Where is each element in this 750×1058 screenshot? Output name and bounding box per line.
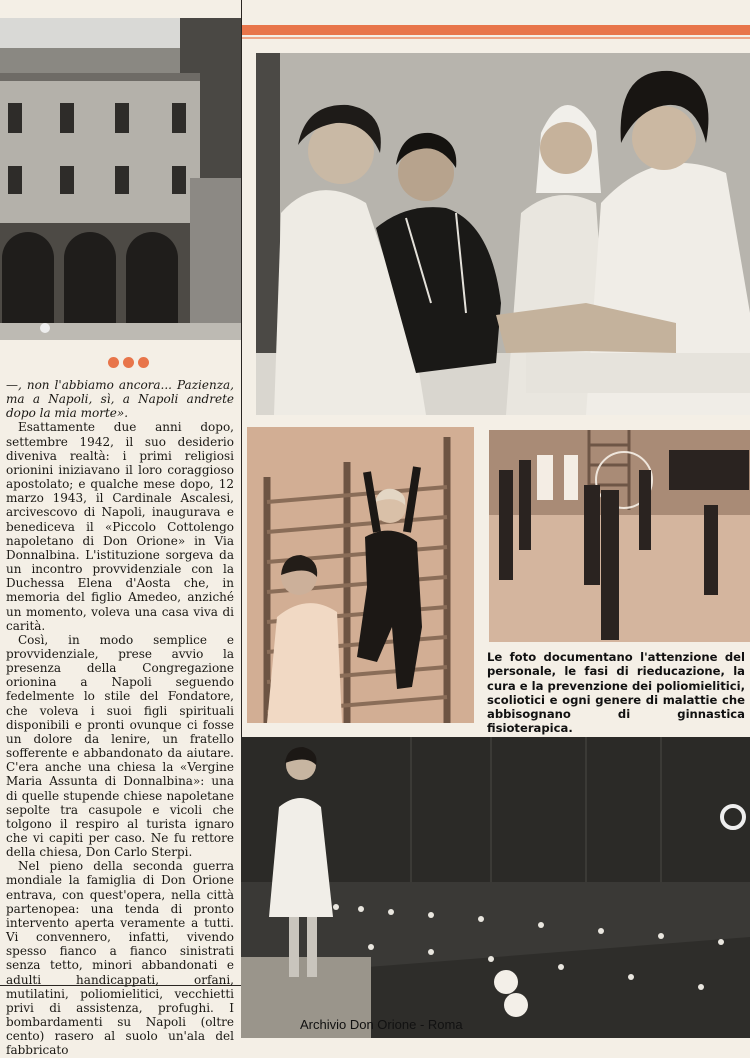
therapy-photo xyxy=(256,53,750,415)
pool-photo xyxy=(241,737,750,1038)
article-paragraph: Nel pieno della seconda guerra mondiale la famiglia di Don Orione entrava, con quest'opera, nella città partenopea: una tenda di pronto intervento aperta veramente a tutti. Vi convennero, infatti, vivendo spesso fianco a fianco sinistrati senza tetto, minori abbandonati e adulti handicappati, orfani, mutilatini, poliomielitici, vecchietti privi di assistenza, profughi. I bombardamenti su Napoli (oltre cento) rasero al suolo un'ala del fabbricato xyxy=(6,859,234,1058)
building-photo xyxy=(0,18,241,340)
section-dots xyxy=(108,357,149,368)
dot xyxy=(138,357,149,368)
dot xyxy=(108,357,119,368)
article-paragraph: Così, in modo semplice e provvidenziale, prese avvio la presenza della Congregazione orionina a Napoli seguendo fedelmente lo stile del Fondatore, che voleva i suoi figli spirituali disponibili e pronti ovunque ci fosse un dolore da lenire, un fratello sofferente e abbandonato da aiutare. C'era anche una chiesa la «Vergine Maria Assunta di Donnalbina»: una di quelle stupende chiese napoletane sepolte tra casupole e vicoli che tolgono il respiro al turista ignaro che vi capiti per caso. Ne fu rettore della chiesa, Don Carlo Sterpi. xyxy=(6,632,234,860)
archive-watermark: Archivio Don Orione - Roma xyxy=(300,1017,463,1032)
wall-bars-photo xyxy=(247,427,474,723)
article-body xyxy=(6,378,234,1058)
article-paragraph: —, non l'abbiamo ancora... Pazienza, ma a Napoli, sì, a Napoli andrete dopo la mia morte». xyxy=(6,378,234,421)
gym-hall-photo xyxy=(489,430,750,642)
photo-caption: Le foto documentano l'attenzione del personale, le fasi di rieducazione, la cura e la prevenzione dei poliomielitici, scoliotici e ogni genere di malattie che abbisognano di ginnastica fisioterapica. xyxy=(487,650,745,736)
article-paragraph: Esattamente due anni dopo, settembre 1942, il suo desiderio diveniva realtà: i primi religiosi orionini iniziavano il loro coraggioso apostolato; e qualche mese dopo, 12 marzo 1943, il Cardinale Ascalesi, arcivescovo di Napoli, inaugurava e benediceva il «Piccolo Cottolengo napoletano di Don Orione» in Via Donnalbina. L'istituzione sorgeva da un incontro provvidenziale con la Duchessa Elena d'Aosta che, in memoria del figlio Amedeo, anziché un momento, voleva una casa viva di carità. xyxy=(6,420,234,633)
dot xyxy=(123,357,134,368)
